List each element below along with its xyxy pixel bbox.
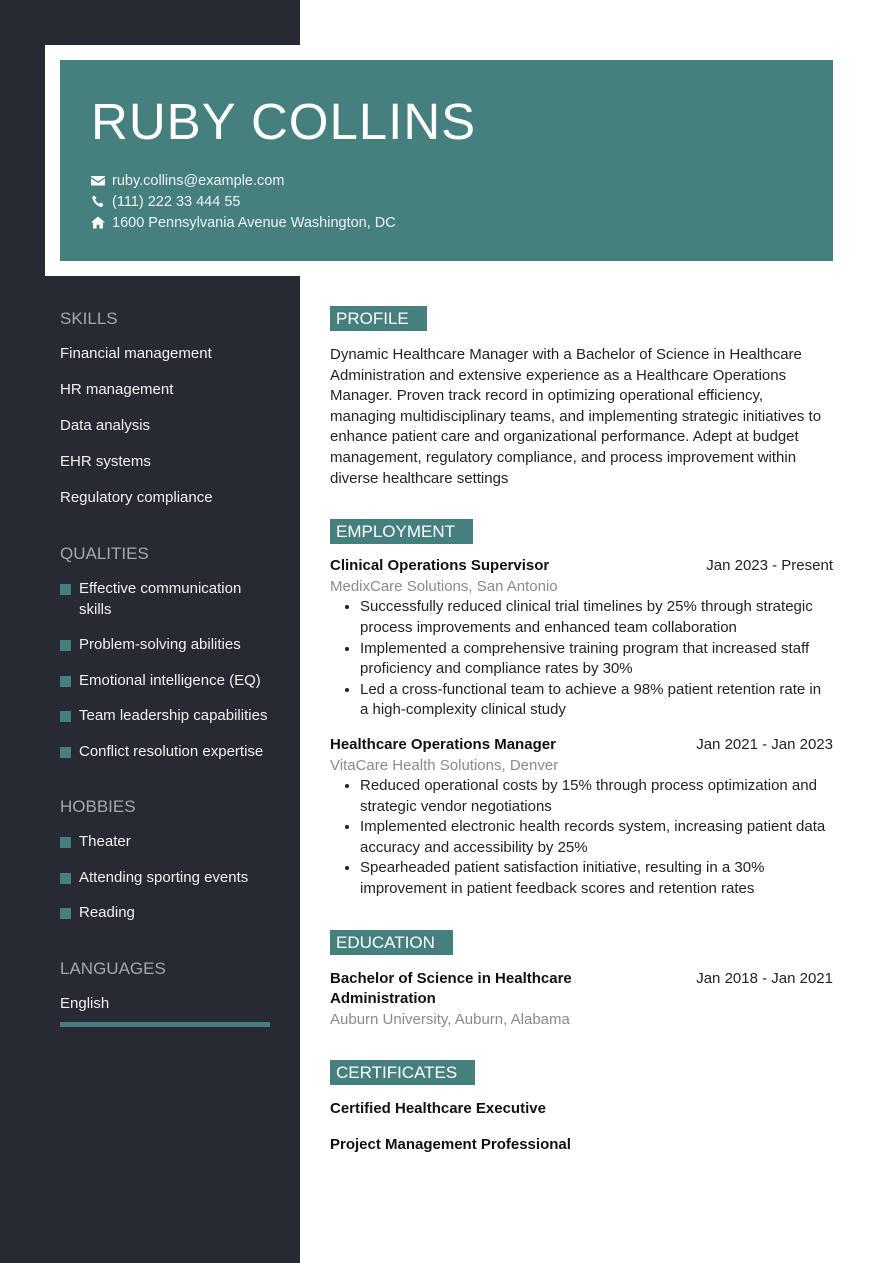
school-name: Auburn University, Auburn, Alabama bbox=[330, 1010, 570, 1028]
education-header bbox=[330, 969, 833, 1010]
job-bullet: • Successfully reduced clinical trial timelines by 25% through strategic process improvements and enhanced team collaboration bbox=[360, 597, 833, 638]
sidebar-content bbox=[60, 306, 275, 1027]
quality-text: Problem-solving abilities bbox=[79, 636, 241, 653]
hobby-text: Attending sporting events bbox=[79, 868, 249, 886]
hobbies-section bbox=[60, 794, 275, 924]
hobbies-list bbox=[60, 832, 275, 924]
quality-text: Conflict resolution expertise bbox=[79, 742, 264, 760]
main-content bbox=[330, 306, 833, 1156]
job-bullet: • Implemented electronic health records system, increasing patient data accuracy and accessibility by 25% bbox=[360, 817, 833, 858]
skill-item: HR management bbox=[60, 381, 174, 398]
job-company: MedixCare Solutions, San Antonio bbox=[330, 577, 558, 595]
phone-text: (111) 222 33 444 55 bbox=[112, 193, 241, 210]
hobby-item bbox=[60, 903, 275, 924]
quality-text: Effective communication skills bbox=[79, 580, 242, 618]
home-icon bbox=[90, 216, 105, 229]
hobby-text: Theater bbox=[79, 833, 131, 850]
profile-section bbox=[330, 306, 833, 489]
job-dates: Jan 2021 - Jan 2023 bbox=[696, 735, 833, 753]
contact-list bbox=[90, 170, 396, 233]
job-bullet: • Spearheaded patient satisfaction initiative, resulting in a 30% improvement in patient feedback scores and retention rates bbox=[360, 858, 833, 899]
employment-section bbox=[330, 519, 833, 900]
square-bullet-icon bbox=[60, 640, 71, 651]
contact-phone bbox=[90, 191, 396, 212]
header-banner bbox=[60, 60, 833, 261]
education-dates: Jan 2018 - Jan 2021 bbox=[696, 969, 833, 987]
certificate-item: Project Management Professional bbox=[330, 1136, 571, 1154]
square-bullet-icon bbox=[60, 676, 71, 687]
degree-title: Bachelor of Science in Healthcare Administration bbox=[330, 969, 572, 1008]
skill-item: EHR systems bbox=[60, 453, 151, 470]
square-bullet-icon bbox=[60, 747, 71, 758]
job-header bbox=[330, 556, 833, 577]
job-entry bbox=[330, 735, 833, 900]
skill-item: Data analysis bbox=[60, 417, 151, 434]
contact-email bbox=[90, 170, 396, 191]
job-bullet: • Reduced operational costs by 15% through process optimization and strategic vendor negotiations bbox=[360, 776, 833, 817]
certificates-section bbox=[330, 1060, 833, 1155]
skills-list bbox=[60, 344, 275, 508]
job-bullets bbox=[330, 776, 833, 900]
profile-heading: PROFILE bbox=[330, 306, 427, 331]
address-text: 1600 Pennsylvania Avenue Washington, DC bbox=[112, 214, 396, 231]
qualities-section bbox=[60, 541, 275, 762]
qualities-list bbox=[60, 579, 275, 762]
qualities-heading: QUALITIES bbox=[60, 544, 149, 563]
envelope-icon bbox=[90, 174, 105, 187]
hobby-text: Reading bbox=[79, 904, 135, 921]
job-title: Clinical Operations Supervisor bbox=[330, 557, 550, 575]
language-level-bar bbox=[60, 1022, 270, 1027]
job-bullet: • Led a cross-functional team to achieve a 98% patient retention rate in a high-complexity clinical study bbox=[360, 680, 833, 721]
language-name: English bbox=[60, 994, 110, 1012]
hobby-item bbox=[60, 868, 275, 889]
quality-item bbox=[60, 579, 275, 620]
email-text: ruby.collins@example.com bbox=[112, 172, 285, 189]
languages-heading: LANGUAGES bbox=[60, 958, 166, 978]
square-bullet-icon bbox=[60, 584, 71, 595]
hobbies-heading: HOBBIES bbox=[60, 797, 136, 816]
job-bullet: • Implemented a comprehensive training program that increased staff proficiency and compliance rates by 30% bbox=[360, 639, 833, 680]
certificates-heading: CERTIFICATES bbox=[330, 1060, 475, 1085]
candidate-name: RUBY COLLINS bbox=[91, 93, 477, 150]
quality-item bbox=[60, 706, 275, 727]
skill-item: Regulatory compliance bbox=[60, 489, 213, 506]
square-bullet-icon bbox=[60, 873, 71, 884]
profile-summary: Dynamic Healthcare Manager with a Bachelor of Science in Healthcare Administration and extensive experience as a Healthcare Operations Manager. Proven track record in optimizing operational efficiency, managing multidisciplinary teams, and implementing strategic initiatives to enhance patient care and organizational performance. Adept at budget management, regulatory compliance, and process improvement within diverse healthcare settings bbox=[330, 346, 822, 487]
job-header bbox=[330, 735, 833, 756]
square-bullet-icon bbox=[60, 711, 71, 722]
skills-section bbox=[60, 306, 275, 508]
education-section bbox=[330, 930, 833, 1031]
quality-item bbox=[60, 635, 275, 656]
job-dates: Jan 2023 - Present bbox=[706, 557, 833, 575]
languages-section bbox=[60, 956, 275, 1027]
square-bullet-icon bbox=[60, 837, 71, 848]
hobby-item bbox=[60, 832, 275, 853]
quality-item bbox=[60, 671, 275, 692]
quality-text: Emotional intelligence (EQ) bbox=[79, 671, 261, 689]
skills-heading: SKILLS bbox=[60, 309, 118, 328]
job-title: Healthcare Operations Manager bbox=[330, 735, 556, 753]
language-level-fill bbox=[60, 1022, 270, 1027]
contact-address bbox=[90, 212, 396, 233]
quality-text: Team leadership capabilities bbox=[79, 707, 268, 724]
phone-icon bbox=[90, 195, 105, 208]
quality-item bbox=[60, 742, 275, 763]
job-bullets bbox=[330, 597, 833, 721]
square-bullet-icon bbox=[60, 908, 71, 919]
job-company: VitaCare Health Solutions, Denver bbox=[330, 756, 559, 774]
certificate-item: Certified Healthcare Executive bbox=[330, 1100, 546, 1118]
job-entry bbox=[330, 556, 833, 721]
skill-item: Financial management bbox=[60, 345, 212, 362]
education-heading: EDUCATION bbox=[330, 930, 453, 955]
employment-heading: EMPLOYMENT bbox=[330, 519, 473, 544]
